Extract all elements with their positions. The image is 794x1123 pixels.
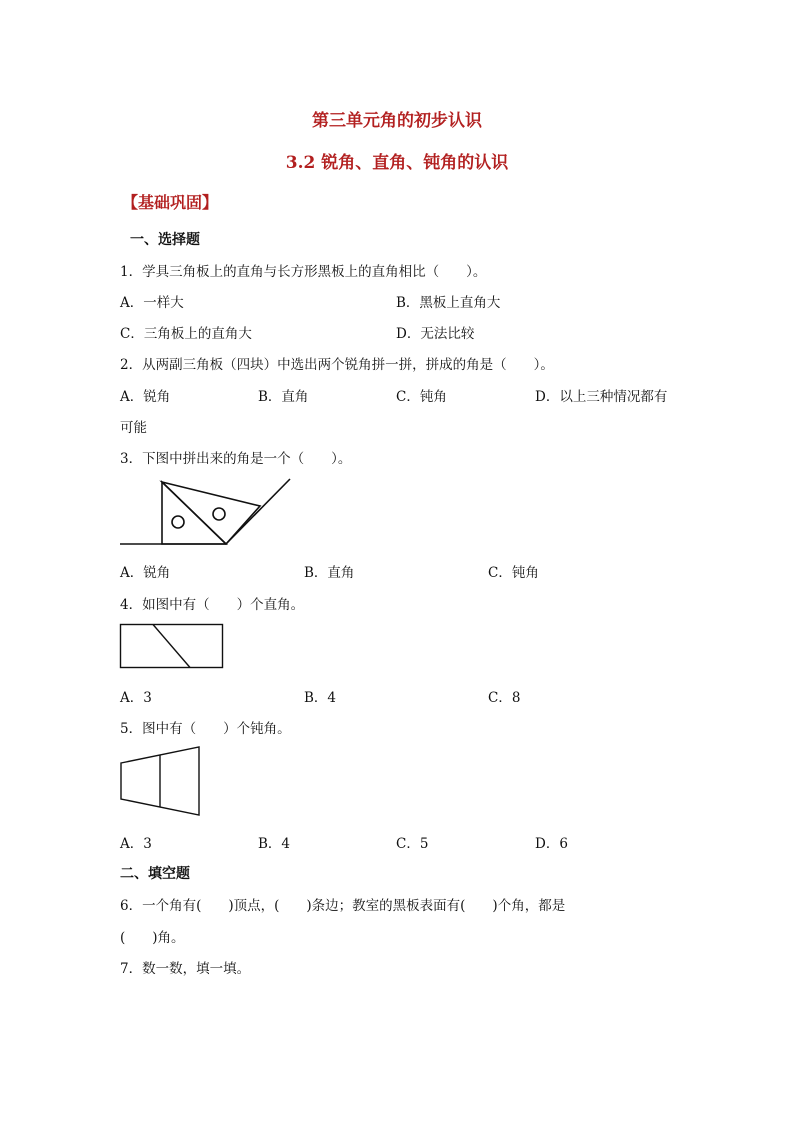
q2-option-c: C．钝角	[396, 389, 447, 405]
q1-option-c: C．三角板上的直角大	[120, 326, 252, 342]
q2-option-b: B．直角	[258, 389, 309, 405]
q5-option-d: D．6	[535, 836, 568, 852]
part2-heading: 二、填空题	[120, 866, 190, 882]
q4-option-c: C．8	[488, 690, 521, 706]
q5-option-b: B．4	[258, 836, 291, 852]
q3-option-b: B．直角	[304, 565, 355, 581]
q3-stem: 3．下图中拼出来的角是一个（ ）。	[120, 451, 352, 467]
q7-stem: 7．数一数，填一填。	[120, 961, 251, 977]
q4-option-b: B．4	[304, 690, 337, 706]
q5-option-a: A．3	[120, 836, 152, 852]
q4-stem: 4．如图中有（ ）个直角。	[120, 597, 305, 613]
q3-triangle-ruler-figure	[118, 476, 298, 548]
q1-stem: 1．学具三角板上的直角与长方形黑板上的直角相比（ ）。	[120, 264, 487, 280]
part1-heading: 一、选择题	[130, 232, 200, 248]
q2-option-d: D．以上三种情况都有	[535, 389, 668, 405]
q6-line2: ( )角。	[120, 930, 185, 946]
q2-option-a: A．锐角	[120, 389, 171, 405]
q4-rectangle-figure	[119, 623, 225, 671]
q2-option-d-continued: 可能	[120, 420, 147, 436]
q3-option-c: C．钝角	[488, 565, 539, 581]
section-tag: 【基础巩固】	[122, 193, 219, 212]
q2-stem: 2．从两副三角板（四块）中选出两个锐角拼一拼，拼成的角是（ ）。	[120, 357, 554, 373]
q5-trapezoid-figure	[119, 745, 203, 817]
page-subtitle: 3.2 锐角、直角、钝角的认识	[285, 153, 509, 173]
q6-line1: 6．一个角有( )顶点，( )条边；教室的黑板表面有( )个角，都是	[120, 898, 566, 914]
page-title: 第三单元角的初步认识	[312, 111, 482, 131]
q1-option-d: D．无法比较	[396, 326, 475, 342]
q5-stem: 5．图中有（ ）个钝角。	[120, 721, 291, 737]
q1-option-a: A．一样大	[120, 295, 184, 311]
q3-option-a: A．锐角	[120, 565, 171, 581]
q1-option-b: B．黑板上直角大	[396, 295, 501, 311]
q5-option-c: C．5	[396, 836, 429, 852]
q4-option-a: A．3	[120, 690, 152, 706]
